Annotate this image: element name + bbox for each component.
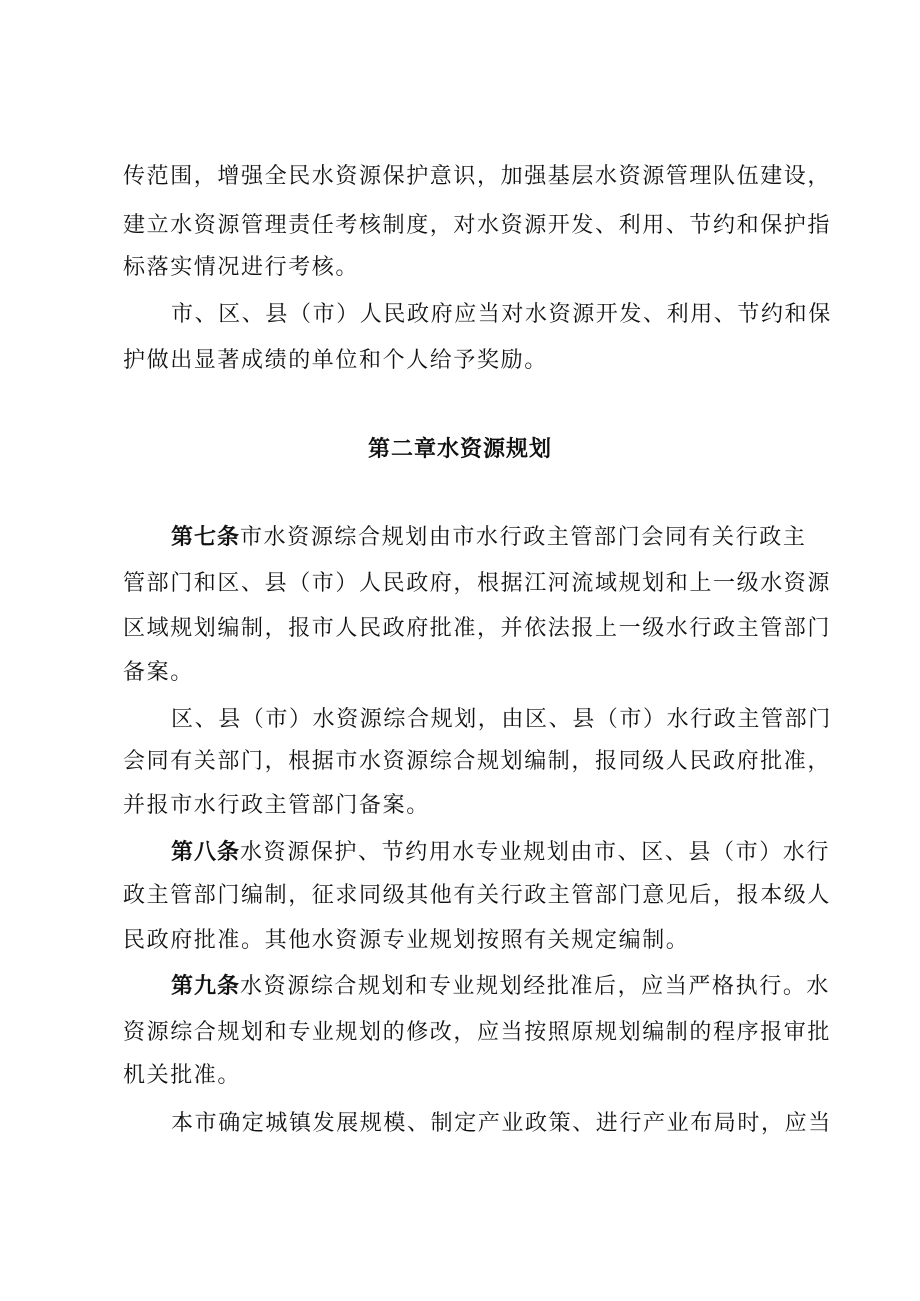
paragraph-line: 水资源综合规划和专业规划经批准后，应当严格执行。水 <box>240 974 831 999</box>
article-8-first-line <box>171 838 831 868</box>
article-label: 第七条 <box>171 525 241 550</box>
chapter-heading: 第二章水资源规划 <box>367 437 552 462</box>
paragraph-line: 本市确定城镇发展规模、制定产业政策、进行产业布局时，应当 <box>171 1111 832 1136</box>
paragraph-line: 区、县（市）水资源综合规划，由区、县（市）水行政主管部门 <box>171 707 832 732</box>
paragraph-line: 建立水资源管理责任考核制度，对水资源开发、利用、节约和保护指 <box>123 213 832 238</box>
article-7-first-line <box>171 523 813 553</box>
article-label: 第九条 <box>171 974 241 999</box>
paragraph-line: 机关批准。 <box>123 1063 242 1088</box>
article-label: 第八条 <box>171 840 241 865</box>
paragraph-line: 管部门和区、县（市）人民政府，根据江河流域规划和上一级水资源 <box>123 571 832 596</box>
paragraph-line: 护做出显著成绩的单位和个人给予奖励。 <box>123 348 548 373</box>
paragraph-line: 水资源保护、节约用水专业规划由市、区、县（市）水行 <box>240 840 831 865</box>
paragraph-line: 政主管部门编制，征求同级其他有关行政主管部门意见后，报本级人 <box>123 883 832 908</box>
paragraph-line: 会同有关部门，根据市水资源综合规划编制，报同级人民政府批准， <box>123 749 832 774</box>
paragraph-line: 市、区、县（市）人民政府应当对水资源开发、利用、节约和保 <box>171 302 832 327</box>
paragraph-line: 区域规划编制，报市人民政府批准，并依法报上一级水行政主管部门 <box>123 616 832 641</box>
paragraph-line: 市水资源综合规划由市水行政主管部门会同有关行政主 <box>240 525 807 550</box>
article-9-first-line <box>171 972 831 1002</box>
paragraph-line: 标落实情况进行考核。 <box>123 255 360 280</box>
paragraph-line: 备案。 <box>123 660 194 685</box>
paragraph-line: 传范围，增强全民水资源保护意识，加强基层水资源管理队伍建设， <box>123 164 832 189</box>
paragraph-line: 并报市水行政主管部门备案。 <box>123 793 430 818</box>
paragraph-line: 资源综合规划和专业规划的修改，应当按照原规划编制的程序报审批 <box>123 1020 832 1045</box>
paragraph-line: 民政府批准。其他水资源专业规划按照有关规定编制。 <box>123 928 690 953</box>
